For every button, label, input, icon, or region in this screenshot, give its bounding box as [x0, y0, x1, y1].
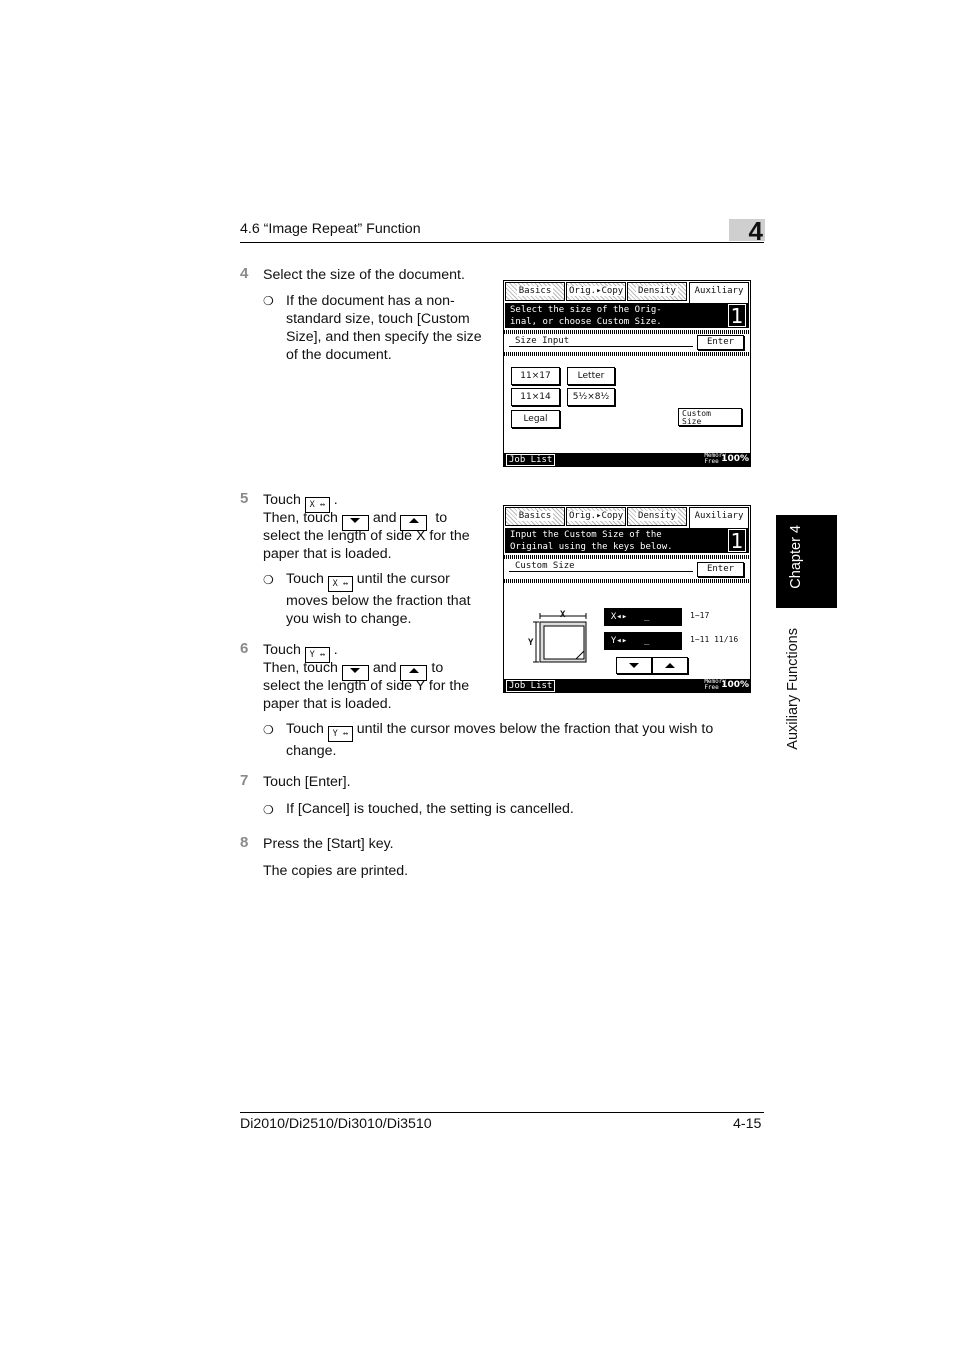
tab-density[interactable]: Density [627, 507, 687, 526]
page-number: 4-15 [733, 1116, 762, 1132]
tab-bar [504, 281, 750, 301]
step-text: Touch Y ↔ . [263, 641, 338, 663]
diagram-y-label: Y [528, 638, 534, 648]
step-text: Then, touch and to [263, 659, 443, 681]
enter-button[interactable]: Enter [697, 335, 744, 350]
status-bar [504, 453, 750, 466]
paper-11x14-button[interactable]: 11×14 [511, 388, 560, 406]
section-underline [509, 346, 693, 347]
copy-count: 1 [728, 304, 746, 327]
bullet-text: Touch X ↔ until the cursor moves below the fraction that you wish to change. [286, 571, 471, 627]
x-size-row [604, 608, 744, 625]
chapter-number: 4 [748, 216, 763, 246]
paper-5half-8half-button[interactable]: 5½×8½ [567, 388, 615, 406]
section-title: Custom Size [515, 561, 575, 571]
step-text: select the length of side X for the paper that is loaded. [263, 528, 470, 562]
x-value-field[interactable]: _ [634, 608, 682, 626]
y-value-field[interactable]: _ [634, 632, 682, 650]
bullet-text: If the document has a non- standard size, touch [Custom Size], and then specify the size of the document. [286, 293, 482, 363]
chapter-number-box [729, 216, 765, 246]
message-text: Select the size of the Orig- inal, or choose Custom Size. [510, 305, 662, 327]
increase-button[interactable] [652, 657, 688, 674]
y-key-icon: Y ↔ [305, 647, 330, 663]
memory-percent: 100% [721, 454, 749, 464]
lcd-screen-size-input [503, 280, 751, 467]
section-underline [509, 571, 693, 572]
chapter-side-tab [776, 515, 837, 608]
step-number: 5 [240, 490, 249, 507]
status-bar [504, 679, 750, 692]
x-key-button[interactable]: X◂▸ [604, 608, 634, 626]
x-key-icon: X ↔ [328, 576, 353, 592]
step-text: Select the size of the document. [263, 267, 465, 283]
memory-percent: 100% [721, 680, 749, 690]
step-number: 4 [240, 265, 249, 282]
result-text: The copies are printed. [263, 863, 409, 879]
job-list-button[interactable]: Job List [506, 454, 555, 466]
message-bar [505, 303, 749, 328]
section-side-label: Auxiliary Functions [785, 628, 801, 750]
bullet-icon: ❍ [263, 294, 274, 308]
memory-label: Memory Free [704, 452, 726, 465]
job-list-button[interactable]: Job List [506, 680, 555, 692]
step-text: Touch [Enter]. [263, 774, 351, 790]
paper-legal-button[interactable]: Legal [511, 410, 560, 428]
x-key-icon: X ↔ [305, 497, 330, 513]
paper-letter-button[interactable]: Letter [567, 367, 615, 385]
step-number: 6 [240, 640, 249, 657]
step-text: Touch X ↔ . [263, 491, 338, 513]
diagram-x-label: X [560, 610, 566, 620]
bullet-icon: ❍ [263, 723, 274, 737]
bullet-icon: ❍ [263, 803, 274, 817]
step-text: Then, touch and to [263, 509, 447, 531]
custom-size-button[interactable]: Custom Size [678, 408, 742, 426]
memory-label: Memory Free [704, 678, 726, 691]
bullet-text: Touch Y ↔ until the cursor moves below the fraction that you wish to change. [286, 721, 714, 759]
footer-rule [240, 1112, 764, 1113]
arrow-up-icon [665, 663, 675, 668]
tab-bar [504, 506, 750, 526]
footer-models: Di2010/Di2510/Di3010/Di3510 [240, 1116, 432, 1132]
step-number: 7 [240, 772, 249, 789]
arrow-down-icon [629, 663, 639, 668]
running-header: 4.6 “Image Repeat” Function [240, 221, 421, 237]
section-title: Size Input [515, 336, 570, 346]
y-size-row [604, 632, 744, 649]
tab-orig-copy[interactable]: Orig.▸Copy [566, 507, 626, 526]
lcd-screen-custom-size [503, 505, 751, 693]
tab-basics[interactable]: Basics [505, 282, 565, 301]
message-bar [505, 528, 749, 553]
tab-density[interactable]: Density [627, 282, 687, 301]
decrease-button[interactable] [616, 657, 652, 674]
tab-orig-copy[interactable]: Orig.▸Copy [566, 282, 626, 301]
copy-count: 1 [728, 529, 746, 552]
y-range-text: 1~11 11/16 [690, 635, 739, 644]
step-text: Press the [Start] key. [263, 836, 394, 852]
paper-11x17-button[interactable]: 11×17 [511, 367, 560, 385]
x-range-text: 1~17 [690, 611, 710, 620]
y-key-icon: Y ↔ [328, 726, 353, 742]
step-text: select the length of side Y for the paper that is loaded. [263, 678, 470, 712]
step-number: 8 [240, 834, 249, 851]
tab-basics[interactable]: Basics [505, 507, 565, 526]
paper-diagram-icon [524, 610, 594, 666]
message-text: Input the Custom Size of the Original using the keys below. [510, 530, 673, 552]
hatch-divider [504, 579, 750, 583]
bullet-icon: ❍ [263, 573, 274, 587]
enter-button[interactable]: Enter [697, 562, 744, 577]
hatch-divider [504, 352, 750, 356]
chapter-side-label: Chapter 4 [788, 525, 804, 589]
tab-auxiliary[interactable]: Auxiliary [689, 282, 749, 303]
y-key-button[interactable]: Y◂▸ [604, 632, 634, 650]
header-rule [240, 242, 764, 243]
bullet-text: If [Cancel] is touched, the setting is cancelled. [286, 801, 574, 817]
tab-auxiliary[interactable]: Auxiliary [689, 507, 749, 528]
